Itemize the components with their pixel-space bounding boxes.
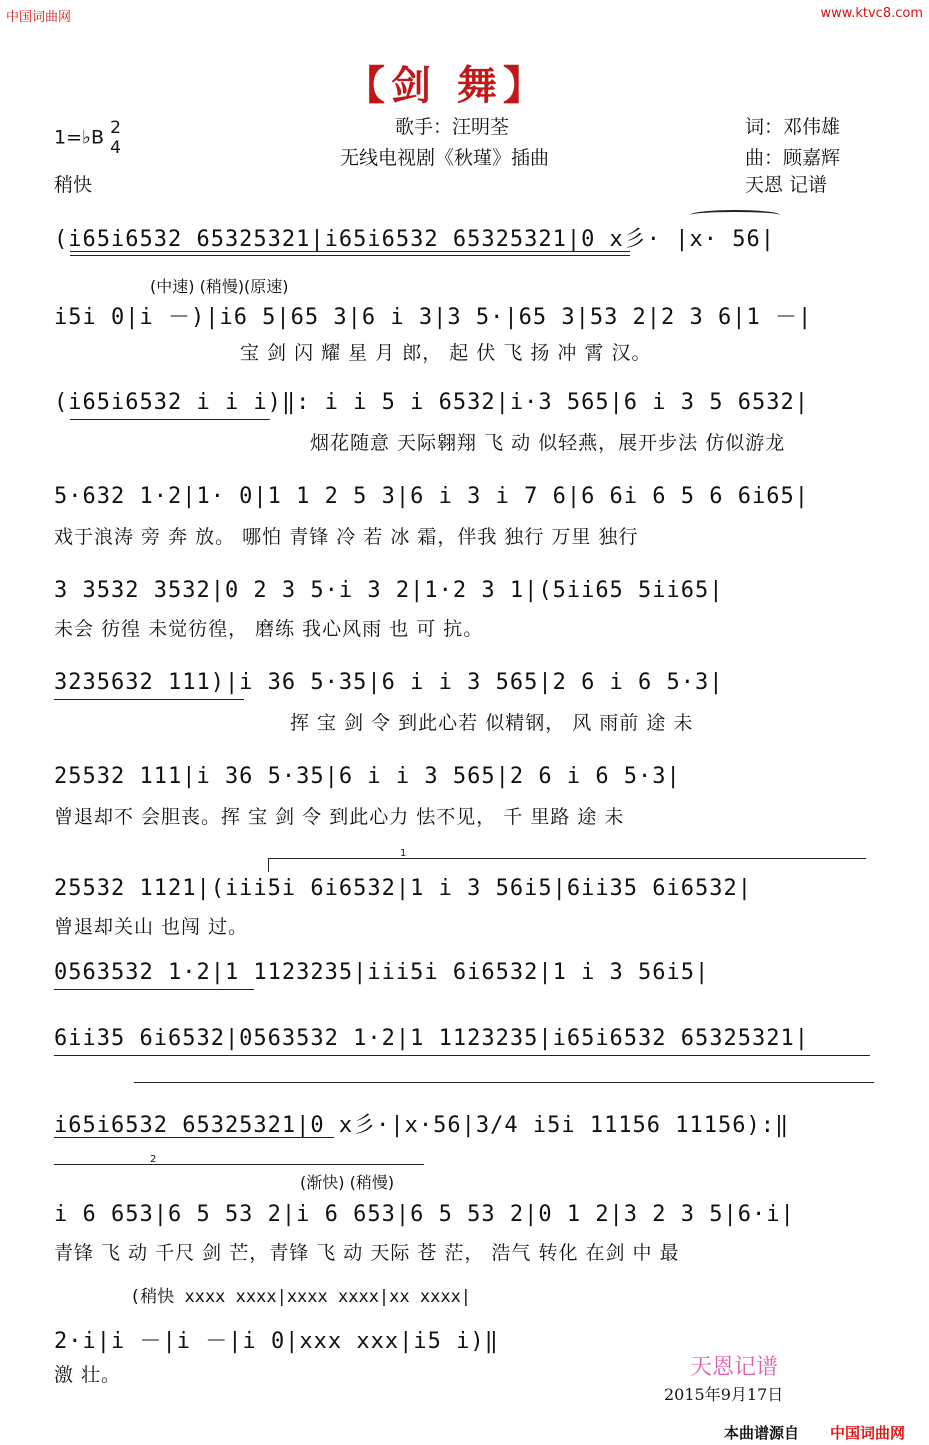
key-signature [54, 118, 121, 158]
footer-site: 中国词曲网 [830, 1424, 906, 1442]
lyrics-row-6: 挥 宝 剑 令 到此心若 似精钢， 风 雨前 途 未 [290, 712, 694, 734]
time-signature [110, 118, 121, 158]
tempo-marking: 稍快 [54, 174, 93, 196]
notes-row-13: 2·i|i －|i －|i 0|xxx xxx|i5 i)‖ [54, 1329, 499, 1354]
lyrics-row-7: 曾退却不 会胆丧。挥 宝 剑 令 到此心力 怯不见， 千 里路 途 未 [54, 806, 625, 828]
notes-row-10: 6ii35 6i6532|0563532 1·2|1 1123235|i65i6532 65325321| [54, 1026, 809, 1051]
beam [70, 251, 630, 252]
volta-bracket-1-end [268, 858, 269, 872]
notes-row-12: i 6 653|6 5 53 2|i 6 653|6 5 53 2|0 1 2|3 2 3 5|6·i| [54, 1202, 795, 1227]
notes-row-4: 5·632 1·2|1· 0|1 1 2 5 3|6 i 3 i 7 6|6 6i 6 5 6 6i65| [54, 484, 809, 509]
tempo-row-12: (渐快) (稍慢) [300, 1173, 395, 1192]
volta-2-label: 2 [150, 1154, 157, 1165]
beam [54, 989, 254, 990]
tie [690, 210, 780, 220]
meter-bottom: 4 [110, 138, 121, 158]
notes-row-6: 3235632 111)|i 36 5·35|6 i i 3 565|2 6 i 6 5·3| [54, 670, 724, 695]
lyrics-row-8: 曾退却关山 也闯 过。 [54, 916, 249, 938]
beam [54, 699, 244, 700]
lyricist: 词：邓伟雄 [745, 116, 841, 138]
notes-row-9: 0563532 1·2|1 1123235|iii5i 6i6532|1 i 3 56i5| [54, 960, 710, 985]
notes-row-5: 3 3532 3532|0 2 3 5·i 3 2|1·2 3 1|(5ii65 5ii65| [54, 578, 724, 603]
watermark-left: 中国词曲网 [6, 10, 72, 25]
transcriber: 天恩 记谱 [745, 174, 828, 196]
volta-bracket-1 [268, 858, 866, 859]
lyrics-row-3: 烟花随意 天际翱翔 飞 动 似轻燕，展开步法 仿似游龙 [310, 432, 786, 454]
notes-row-7: 25532 111|i 36 5·35|6 i i 3 565|2 6 i 6 5·3| [54, 764, 681, 789]
beam [54, 1137, 334, 1138]
beam [70, 419, 270, 420]
notes-row-11: i65i6532 65325321|0 x彡·|x·56|3/4 i5i 11156 11156):‖ [54, 1113, 790, 1138]
key-value: 1=♭B [54, 126, 105, 149]
singer: 歌手：汪明荃 [395, 116, 510, 138]
lyrics-row-5: 未会 彷徨 未觉彷徨， 磨练 我心风雨 也 可 抗。 [54, 618, 484, 640]
composer: 曲：顾嘉辉 [745, 147, 841, 169]
song-title: 【剑 舞】 [345, 63, 549, 109]
lyrics-row-4: 戏于浪涛 旁 奔 放。 哪怕 青锋 冷 若 冰 霜，伴我 独行 万里 独行 [54, 526, 639, 548]
tempo-row-2: (中速) (稍慢)(原速) [150, 277, 289, 296]
beam [54, 1055, 870, 1056]
source: 无线电视剧《秋瑾》插曲 [340, 147, 550, 169]
notes-row-3: (i65i6532 i i i)‖: i i 5 i 6532|i·3 565|6 i 3 5 6532| [54, 390, 809, 415]
lyrics-row-13: 激 壮。 [54, 1364, 122, 1386]
meter-top: 2 [110, 118, 121, 138]
transcription-date: 2015年9月17日 [664, 1385, 784, 1404]
volta-bracket-end [134, 1082, 874, 1083]
footer-source-label: 本曲谱源自 [724, 1424, 800, 1442]
lyrics-row-2: 宝 剑 闪 耀 星 月 郎， 起 伏 飞 扬 冲 霄 汉。 [240, 342, 652, 364]
watermark-right: www.ktvc8.com [820, 6, 923, 21]
tempo-row-13: (稍快 xxxx xxxx|xxxx xxxx|xx xxxx| [130, 1287, 472, 1307]
notes-row-1: (i65i6532 65325321|i65i6532 65325321|0 x彡· |x· 56| [54, 227, 776, 252]
notes-row-8: 25532 1121|(iii5i 6i6532|1 i 3 56i5|6ii35 6i6532| [54, 876, 753, 901]
volta-bracket-2 [54, 1164, 424, 1165]
notes-row-2: i5i 0|i －)|i6 5|65 3|6 i 3|3 5·|65 3|53 2|2 3 6|1 －| [54, 305, 813, 330]
beam [70, 255, 630, 256]
transcriber-stamp: 天恩记谱 [690, 1355, 779, 1380]
volta-1-label: 1 [400, 848, 407, 859]
lyrics-row-12: 青锋 飞 动 千尺 剑 芒，青锋 飞 动 天际 苍 茫， 浩气 转化 在剑 中 最 [54, 1242, 680, 1264]
